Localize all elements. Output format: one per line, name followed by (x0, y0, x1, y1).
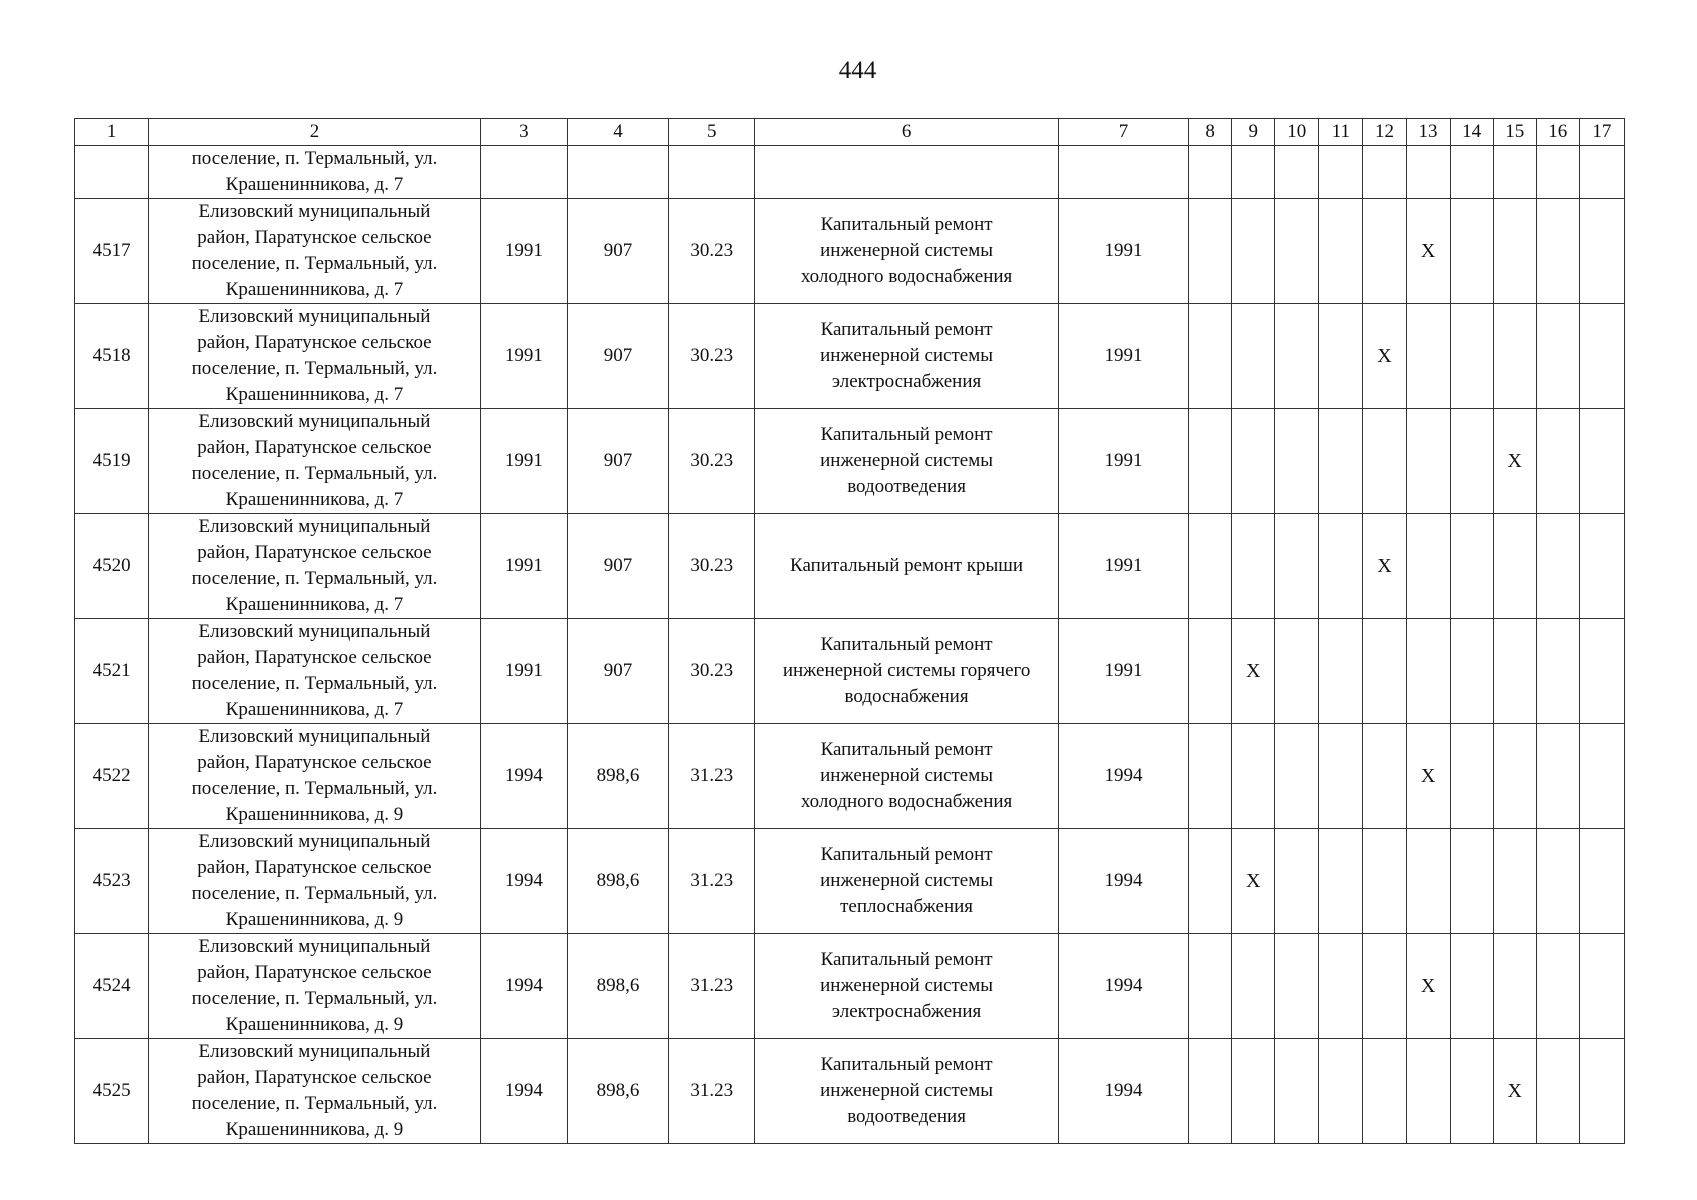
address-line: район, Паратунское сельское (197, 437, 432, 458)
cell-num (75, 146, 149, 199)
work-line: инженерной системы горячего (782, 660, 1031, 681)
cell-num: 4518 (75, 304, 149, 409)
cell-empty (1536, 304, 1579, 409)
cell-empty (1363, 724, 1406, 829)
cell-year-built: 1994 (480, 1039, 567, 1144)
work-line: Капитальный ремонт (820, 424, 993, 445)
column-header: 3 (480, 119, 567, 146)
work-line: Капитальный ремонт (820, 949, 993, 970)
cell-empty (1450, 1039, 1493, 1144)
cell-empty (1232, 304, 1275, 409)
cell-mark: X (1406, 724, 1450, 829)
cell-empty (1406, 829, 1450, 934)
cell-empty (1275, 724, 1319, 829)
cell-empty (1450, 304, 1493, 409)
cell-empty (1579, 409, 1624, 514)
cell-num: 4521 (75, 619, 149, 724)
cell-wear: 31.23 (669, 724, 755, 829)
cell-year-built: 1991 (480, 514, 567, 619)
cell-empty (1406, 619, 1450, 724)
column-header: 8 (1189, 119, 1232, 146)
address-line: поселение, п. Термальный, ул. (191, 673, 438, 694)
cell-year-built: 1994 (480, 934, 567, 1039)
address-line: поселение, п. Термальный, ул. (191, 883, 438, 904)
cell-planned-year: 1994 (1058, 829, 1188, 934)
cell-empty (1058, 146, 1188, 199)
address-line: район, Паратунское сельское (197, 857, 432, 878)
cell-empty (1363, 409, 1406, 514)
cell-empty (1493, 829, 1536, 934)
cell-year-built: 1994 (480, 829, 567, 934)
cell-area: 907 (567, 619, 668, 724)
cell-empty (1275, 304, 1319, 409)
cell-address (149, 724, 481, 829)
cell-area: 907 (567, 514, 668, 619)
address-line: Крашенинникова, д. 7 (225, 489, 404, 510)
cell-empty (1232, 1039, 1275, 1144)
column-header: 16 (1536, 119, 1579, 146)
cell-empty (1319, 934, 1363, 1039)
work-line: теплоснабжения (840, 896, 974, 917)
cell-empty (1493, 199, 1536, 304)
cell-year-built: 1991 (480, 619, 567, 724)
column-header: 17 (1579, 119, 1624, 146)
cell-num: 4522 (75, 724, 149, 829)
cell-wear: 31.23 (669, 829, 755, 934)
column-header: 11 (1319, 119, 1363, 146)
address-line: Крашенинникова, д. 7 (225, 279, 404, 300)
cell-mark: X (1493, 1039, 1536, 1144)
cell-empty (1319, 146, 1363, 199)
cell-address (149, 829, 481, 934)
cell-empty (1536, 934, 1579, 1039)
cell-area: 907 (567, 304, 668, 409)
cell-mark: X (1363, 304, 1406, 409)
cell-mark: X (1232, 619, 1275, 724)
cell-empty (1579, 514, 1624, 619)
column-header: 5 (669, 119, 755, 146)
cell-empty (1536, 199, 1579, 304)
cell-work-type (755, 619, 1059, 724)
address-line: Елизовский муниципальный (198, 201, 431, 222)
column-header: 6 (755, 119, 1059, 146)
cell-area: 898,6 (567, 724, 668, 829)
cell-mark: X (1493, 409, 1536, 514)
cell-empty (1579, 304, 1624, 409)
cell-empty (1189, 829, 1232, 934)
address-line: поселение, п. Термальный, ул. (191, 1093, 438, 1114)
cell-empty (755, 146, 1059, 199)
cell-empty (1450, 619, 1493, 724)
address-line: Крашенинникова, д. 7 (225, 384, 404, 405)
cell-num: 4525 (75, 1039, 149, 1144)
address-line: район, Паратунское сельское (197, 1067, 432, 1088)
cell-empty (1189, 619, 1232, 724)
work-line: Капитальный ремонт (820, 214, 993, 235)
cell-empty (1363, 1039, 1406, 1144)
cell-empty (1319, 199, 1363, 304)
cell-empty (1363, 829, 1406, 934)
cell-empty (1189, 409, 1232, 514)
cell-empty (1189, 146, 1232, 199)
cell-empty (1493, 514, 1536, 619)
cell-wear: 30.23 (669, 514, 755, 619)
address-line: поселение, п. Термальный, ул. (191, 463, 438, 484)
address-line: Елизовский муниципальный (198, 621, 431, 642)
cell-address (149, 619, 481, 724)
work-line: водоотведения (847, 1106, 966, 1127)
cell-mark: X (1406, 199, 1450, 304)
cell-empty (1275, 619, 1319, 724)
cell-empty (1189, 934, 1232, 1039)
cell-empty (1406, 409, 1450, 514)
address-line: Крашенинникова, д. 9 (225, 1119, 404, 1140)
cell-empty (1406, 304, 1450, 409)
continuation-row (75, 146, 1625, 199)
work-line: Капитальный ремонт (820, 1054, 993, 1075)
cell-empty (1363, 619, 1406, 724)
column-header: 15 (1493, 119, 1536, 146)
work-line: инженерной системы (820, 870, 994, 891)
address-line: Елизовский муниципальный (198, 516, 431, 537)
address-line: район, Паратунское сельское (197, 542, 432, 563)
cell-area: 898,6 (567, 934, 668, 1039)
cell-year-built: 1991 (480, 304, 567, 409)
table-row (75, 409, 1625, 514)
column-header: 7 (1058, 119, 1188, 146)
cell-empty (1579, 829, 1624, 934)
cell-work-type (755, 829, 1059, 934)
cell-empty (1406, 514, 1450, 619)
cell-planned-year: 1991 (1058, 619, 1188, 724)
cell-empty (1363, 934, 1406, 1039)
cell-num: 4520 (75, 514, 149, 619)
address-line: Крашенинникова, д. 9 (225, 1014, 404, 1035)
cell-wear: 31.23 (669, 1039, 755, 1144)
cell-empty (1536, 829, 1579, 934)
work-line: Капитальный ремонт (820, 319, 993, 340)
work-line: холодного водоснабжения (800, 266, 1013, 287)
cell-empty (1406, 146, 1450, 199)
cell-empty (1450, 409, 1493, 514)
cell-mark: X (1363, 514, 1406, 619)
work-line: электроснабжения (831, 1001, 982, 1022)
cell-empty (1579, 934, 1624, 1039)
cell-address (149, 146, 481, 199)
cell-num: 4517 (75, 199, 149, 304)
cell-address (149, 199, 481, 304)
work-line: Капитальный ремонт крыши (790, 555, 1024, 576)
address-line: район, Паратунское сельское (197, 332, 432, 353)
cell-planned-year: 1991 (1058, 409, 1188, 514)
address-line: Елизовский муниципальный (198, 831, 431, 852)
cell-address (149, 1039, 481, 1144)
address-line: район, Паратунское сельское (197, 647, 432, 668)
cell-empty (1450, 199, 1493, 304)
address-line: Елизовский муниципальный (198, 936, 431, 957)
cell-empty (1189, 724, 1232, 829)
cell-empty (1319, 409, 1363, 514)
cell-empty (1579, 146, 1624, 199)
cell-empty (1319, 514, 1363, 619)
cell-mark: X (1232, 829, 1275, 934)
cell-empty (1363, 146, 1406, 199)
cell-work-type (755, 724, 1059, 829)
cell-area: 898,6 (567, 829, 668, 934)
cell-empty (1275, 1039, 1319, 1144)
table-row (75, 199, 1625, 304)
cell-empty (1275, 409, 1319, 514)
cell-empty (1275, 199, 1319, 304)
cell-empty (1319, 304, 1363, 409)
cell-work-type (755, 304, 1059, 409)
address-line: Крашенинникова, д. 9 (225, 804, 404, 825)
cell-empty (669, 146, 755, 199)
cell-num: 4524 (75, 934, 149, 1039)
cell-empty (1450, 146, 1493, 199)
page-number: 444 (838, 57, 877, 84)
cell-empty (1319, 1039, 1363, 1144)
address-line: Крашенинникова, д. 7 (225, 174, 404, 195)
cell-empty (1493, 146, 1536, 199)
cell-empty (1579, 199, 1624, 304)
cell-year-built: 1991 (480, 409, 567, 514)
cell-mark: X (1406, 934, 1450, 1039)
cell-empty (1579, 619, 1624, 724)
cell-empty (1450, 829, 1493, 934)
work-line: электроснабжения (831, 371, 982, 392)
column-header: 9 (1232, 119, 1275, 146)
cell-empty (1493, 304, 1536, 409)
cell-area: 907 (567, 409, 668, 514)
table-row (75, 1039, 1625, 1144)
address-line: поселение, п. Термальный, ул. (191, 148, 438, 169)
cell-empty (1189, 199, 1232, 304)
cell-empty (1232, 934, 1275, 1039)
cell-planned-year: 1994 (1058, 934, 1188, 1039)
cell-empty (1536, 1039, 1579, 1144)
cell-num: 4519 (75, 409, 149, 514)
cell-empty (1319, 724, 1363, 829)
cell-empty (480, 146, 567, 199)
cell-empty (1493, 619, 1536, 724)
address-line: район, Паратунское сельское (197, 962, 432, 983)
address-line: Елизовский муниципальный (198, 726, 431, 747)
work-line: инженерной системы (820, 1080, 994, 1101)
table-row (75, 829, 1625, 934)
cell-empty (1189, 514, 1232, 619)
cell-empty (1536, 409, 1579, 514)
cell-work-type (755, 934, 1059, 1039)
address-line: Елизовский муниципальный (198, 1041, 431, 1062)
address-line: поселение, п. Термальный, ул. (191, 778, 438, 799)
cell-empty (1232, 199, 1275, 304)
cell-work-type (755, 199, 1059, 304)
work-line: инженерной системы (820, 765, 994, 786)
cell-address (149, 934, 481, 1039)
column-header: 10 (1275, 119, 1319, 146)
column-header: 2 (149, 119, 481, 146)
cell-empty (1275, 146, 1319, 199)
column-header: 4 (567, 119, 668, 146)
cell-year-built: 1994 (480, 724, 567, 829)
cell-planned-year: 1991 (1058, 304, 1188, 409)
cell-empty (567, 146, 668, 199)
work-line: водоснабжения (844, 686, 969, 707)
work-line: Капитальный ремонт (820, 634, 993, 655)
address-line: Елизовский муниципальный (198, 306, 431, 327)
work-line: водоотведения (847, 476, 966, 497)
work-line: инженерной системы (820, 450, 994, 471)
address-line: поселение, п. Термальный, ул. (191, 568, 438, 589)
capital-repair-register-table (74, 118, 1625, 1144)
cell-empty (1232, 514, 1275, 619)
address-line: район, Паратунское сельское (197, 752, 432, 773)
cell-empty (1319, 829, 1363, 934)
address-line: Крашенинникова, д. 9 (225, 909, 404, 930)
cell-empty (1232, 146, 1275, 199)
cell-num: 4523 (75, 829, 149, 934)
cell-wear: 30.23 (669, 304, 755, 409)
cell-empty (1536, 514, 1579, 619)
cell-area: 898,6 (567, 1039, 668, 1144)
cell-wear: 30.23 (669, 409, 755, 514)
cell-empty (1232, 409, 1275, 514)
cell-work-type (755, 514, 1059, 619)
work-line: инженерной системы (820, 975, 994, 996)
work-line: Капитальный ремонт (820, 844, 993, 865)
cell-empty (1189, 304, 1232, 409)
cell-empty (1493, 724, 1536, 829)
column-number-header-row (75, 119, 1625, 146)
cell-empty (1275, 514, 1319, 619)
cell-empty (1319, 619, 1363, 724)
address-line: Крашенинникова, д. 7 (225, 699, 404, 720)
cell-empty (1536, 146, 1579, 199)
cell-empty (1406, 1039, 1450, 1144)
cell-empty (1536, 724, 1579, 829)
cell-empty (1450, 514, 1493, 619)
cell-wear: 31.23 (669, 934, 755, 1039)
table-row (75, 304, 1625, 409)
cell-empty (1493, 934, 1536, 1039)
cell-planned-year: 1994 (1058, 724, 1188, 829)
address-line: Крашенинникова, д. 7 (225, 594, 404, 615)
work-line: холодного водоснабжения (800, 791, 1013, 812)
cell-empty (1579, 724, 1624, 829)
cell-empty (1579, 1039, 1624, 1144)
cell-empty (1275, 934, 1319, 1039)
work-line: инженерной системы (820, 345, 994, 366)
table-row (75, 724, 1625, 829)
cell-area: 907 (567, 199, 668, 304)
table-row (75, 514, 1625, 619)
cell-work-type (755, 409, 1059, 514)
cell-empty (1536, 619, 1579, 724)
table-row (75, 619, 1625, 724)
cell-empty (1450, 724, 1493, 829)
cell-year-built: 1991 (480, 199, 567, 304)
work-line: инженерной системы (820, 240, 994, 261)
cell-empty (1232, 724, 1275, 829)
cell-work-type (755, 1039, 1059, 1144)
cell-wear: 30.23 (669, 199, 755, 304)
cell-wear: 30.23 (669, 619, 755, 724)
cell-empty (1275, 829, 1319, 934)
address-line: Елизовский муниципальный (198, 411, 431, 432)
cell-address (149, 514, 481, 619)
cell-empty (1189, 1039, 1232, 1144)
column-header: 1 (75, 119, 149, 146)
cell-empty (1450, 934, 1493, 1039)
column-header: 14 (1450, 119, 1493, 146)
work-line: Капитальный ремонт (820, 739, 993, 760)
column-header: 13 (1406, 119, 1450, 146)
address-line: поселение, п. Термальный, ул. (191, 988, 438, 1009)
address-line: поселение, п. Термальный, ул. (191, 253, 438, 274)
address-line: поселение, п. Термальный, ул. (191, 358, 438, 379)
cell-address (149, 409, 481, 514)
cell-planned-year: 1991 (1058, 514, 1188, 619)
column-header: 12 (1363, 119, 1406, 146)
cell-planned-year: 1994 (1058, 1039, 1188, 1144)
table-row (75, 934, 1625, 1039)
address-line: район, Паратунское сельское (197, 227, 432, 248)
cell-empty (1363, 199, 1406, 304)
cell-planned-year: 1991 (1058, 199, 1188, 304)
cell-address (149, 304, 481, 409)
